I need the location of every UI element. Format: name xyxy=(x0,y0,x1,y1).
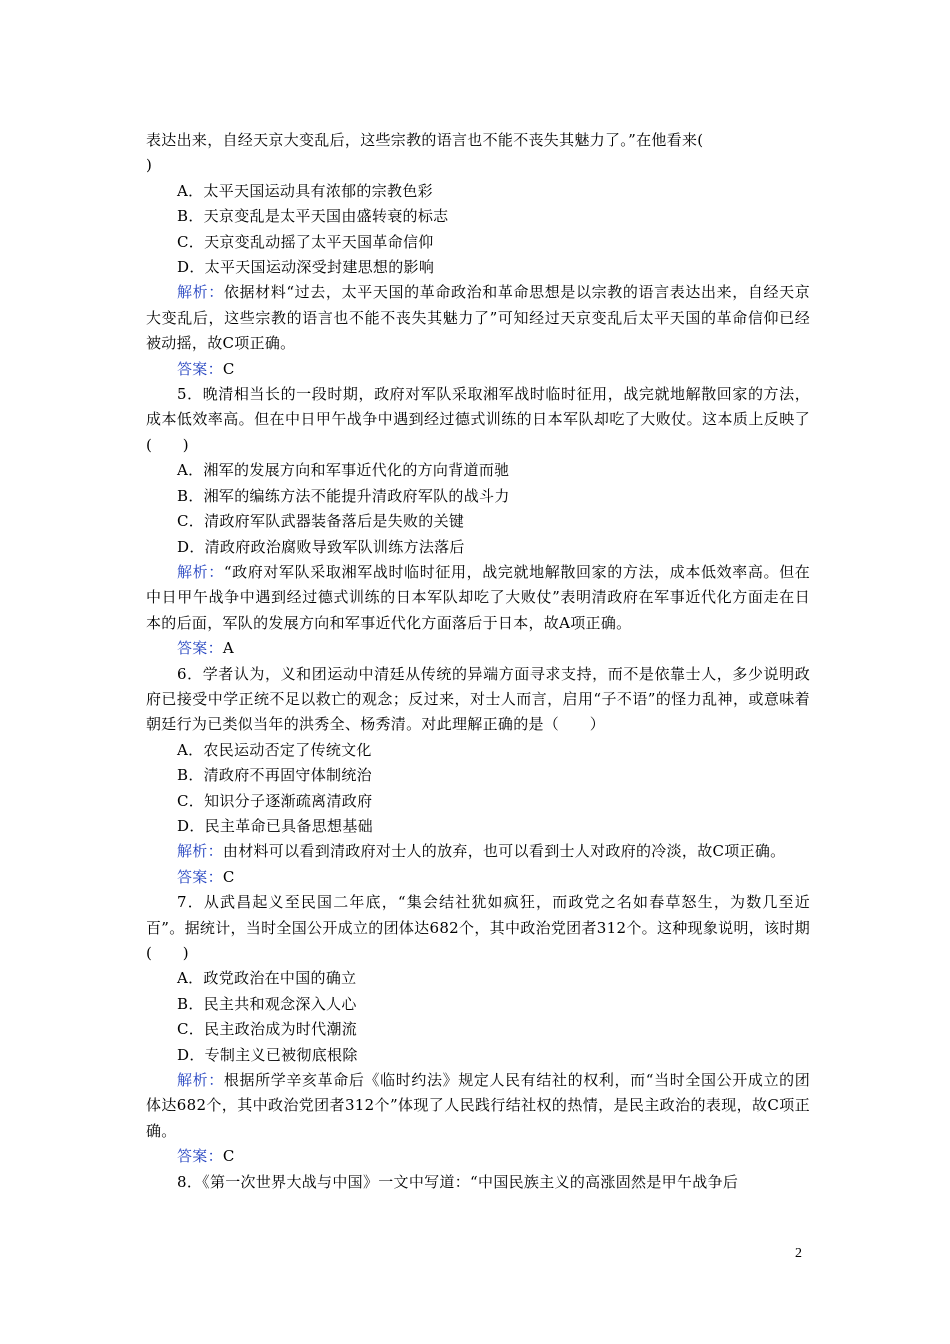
analysis-label: 解析： xyxy=(177,562,224,581)
q7-stem: 7．从武昌起义至民国二年底，“集会结社犹如疯狂，而政党之名如春草怒生，为数几至近百”。据统计，当时全国公开成立的团体达682个，其中政治党团者312个。这种现象说明，该时期( ) xyxy=(146,893,810,962)
q7-answer xyxy=(146,1144,810,1169)
analysis-text: 由材料可以看到清政府对士人的放弃，也可以看到士人对政府的冷淡，故C项正确。 xyxy=(222,842,786,861)
q8-stem: 8．《第一次世界大战与中国》一文中写道：“中国民族主义的高涨固然是甲午战争后 xyxy=(177,1172,739,1191)
q4-stem-line: 表达出来，自经天京大变乱后，这些宗教的语言也不能不丧失其魅力了。”在他看来( xyxy=(146,131,704,149)
q4-option-c: C．天京变乱动摇了太平天国革命信仰 xyxy=(177,232,434,251)
q5-option-a: A．湘军的发展方向和军事近代化的方向背道而驰 xyxy=(177,461,510,480)
q6-option-c: C．知识分子逐渐疏离清政府 xyxy=(177,791,373,810)
q6-option-a: A．农民运动否定了传统文化 xyxy=(177,740,372,759)
answer-value: C xyxy=(222,867,235,886)
analysis-label: 解析： xyxy=(177,842,223,861)
q4-option-a: A．太平天国运动具有浓郁的宗教色彩 xyxy=(177,181,433,200)
q5-option-d: D．清政府政治腐败导致军队训练方法落后 xyxy=(177,537,465,556)
analysis-label: 解析： xyxy=(177,1071,224,1090)
answer-label: 答案： xyxy=(177,359,223,378)
answer-label: 答案： xyxy=(177,1147,223,1166)
q7-option-d: D．专制主义已被彻底根除 xyxy=(177,1045,358,1064)
q4-option-b: B．天京变乱是太平天国由盛转衰的标志 xyxy=(177,207,449,226)
q5-analysis xyxy=(146,560,810,636)
page-number: 2 xyxy=(795,1246,802,1261)
q7-option-a: A．政党政治在中国的确立 xyxy=(177,969,357,988)
q6-option-d: D．民主革命已具备思想基础 xyxy=(177,816,373,835)
answer-value: C xyxy=(222,359,235,378)
answer-label: 答案： xyxy=(177,867,223,886)
q4-option-d: D．太平天国运动深受封建思想的影响 xyxy=(177,258,435,277)
q4-answer xyxy=(146,357,810,382)
analysis-text: 根据所学辛亥革命后《临时约法》规定人民有结社的权利，而“当时全国公开成立的团体达682个，其中政治党团者312个”体现了人民践行结社权的热情，是民主政治的表现，故C项正确。 xyxy=(146,1071,811,1140)
q7-option-c: C．民主政治成为时代潮流 xyxy=(177,1020,358,1039)
analysis-text: 依据材料“过去，太平天国的革命政治和革命思想是以宗教的语言表达出来，自经天京大变乱后，这些宗教的语言也不能不丧失其魅力了”可知经过天京变乱后太平天国的革命信仰已经被动摇，故C项正确。 xyxy=(146,283,811,353)
q5-stem: 5．晚清相当长的一段时期，政府对军队采取湘军战时临时征用，战完就地解散回家的方法，成本低效率高。但在中日甲午战争中遇到经过德式训练的日本军队却吃了大败仗。这本质上反映了( ) xyxy=(146,385,810,454)
answer-value: C xyxy=(222,1147,235,1166)
q4-stem-paren: ) xyxy=(146,156,153,175)
answer-value: A xyxy=(222,639,235,658)
q7-option-b: B．民主共和观念深入人心 xyxy=(177,994,357,1013)
analysis-text: “政府对军队采取湘军战时临时征用，战完就地解散回家的方法，成本低效率高。但在中日甲午战争中遇到经过德式训练的日本军队却吃了大败仗”表明清政府在军事近代化方面走在日本的后面，军队的发展方向和军事近代化方面落后于日本，故A项正确。 xyxy=(146,562,811,632)
q6-analysis xyxy=(146,839,810,864)
q6-answer xyxy=(146,865,810,890)
q5-option-b: B．湘军的编练方法不能提升清政府军队的战斗力 xyxy=(177,486,510,505)
q6-option-b: B．清政府不再固守体制统治 xyxy=(177,766,372,785)
q5-answer xyxy=(146,636,810,661)
q4-analysis xyxy=(146,280,810,356)
q7-analysis xyxy=(146,1068,810,1144)
analysis-label: 解析： xyxy=(177,283,224,302)
page-content xyxy=(146,128,810,1195)
answer-label: 答案： xyxy=(177,639,223,658)
q6-stem: 6．学者认为，义和团运动中清廷从传统的异端方面寻求支持，而不是依靠士人，多少说明政府已接受中学正统不足以救亡的观念；反过来，对士人而言，启用“子不语”的怪力乱神，或意味着朝廷行为已类似当年的洪秀全、杨秀清。对此理解正确的是（ ） xyxy=(146,664,810,734)
q5-option-c: C．清政府军队武器装备落后是失败的关键 xyxy=(177,512,465,531)
